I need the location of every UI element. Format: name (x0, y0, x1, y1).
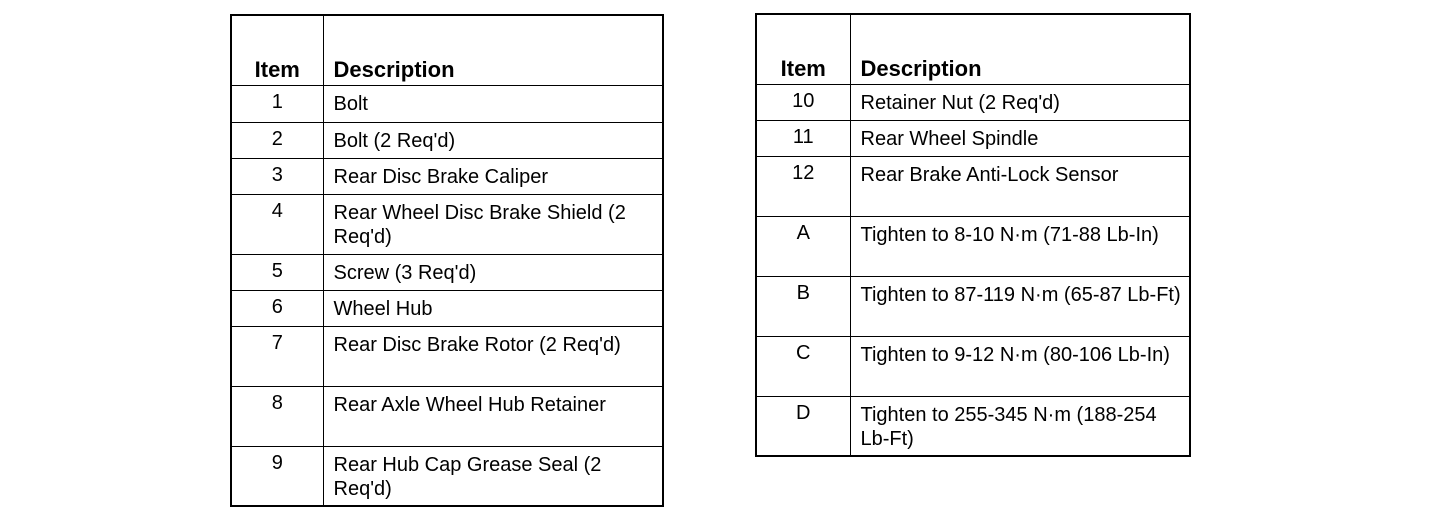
parts-table-right (755, 13, 1191, 457)
item-description: Rear Disc Brake Rotor (2 Req'd) (323, 326, 663, 386)
item-number: C (756, 336, 850, 396)
item-description: Bolt (323, 85, 663, 122)
item-description: Rear Wheel Disc Brake Shield (2 Req'd) (323, 194, 663, 254)
item-description: Rear Disc Brake Caliper (323, 158, 663, 194)
item-column-header: Item (231, 15, 323, 85)
item-number: 8 (231, 386, 323, 446)
item-description: Rear Hub Cap Grease Seal (2 Req'd) (323, 446, 663, 506)
item-description: Bolt (2 Req'd) (323, 122, 663, 158)
item-number: B (756, 276, 850, 336)
table-row (756, 276, 1190, 336)
item-number: 4 (231, 194, 323, 254)
item-description: Tighten to 255-345 N·m (188-254 Lb-Ft) (850, 396, 1190, 456)
item-number: 7 (231, 326, 323, 386)
table-row (756, 216, 1190, 276)
description-column-header: Description (323, 15, 663, 85)
item-description: Screw (3 Req'd) (323, 254, 663, 290)
table-row (231, 158, 663, 194)
item-number: 2 (231, 122, 323, 158)
item-description: Rear Axle Wheel Hub Retainer (323, 386, 663, 446)
item-description: Tighten to 8-10 N·m (71-88 Lb-In) (850, 216, 1190, 276)
table-row (231, 85, 663, 122)
item-number: 10 (756, 84, 850, 120)
item-column-header: Item (756, 14, 850, 84)
table-row (756, 120, 1190, 156)
item-description: Tighten to 9-12 N·m (80-106 Lb-In) (850, 336, 1190, 396)
header-row (231, 15, 663, 85)
item-description: Wheel Hub (323, 290, 663, 326)
item-number: 6 (231, 290, 323, 326)
table-row (756, 396, 1190, 456)
item-description: Rear Brake Anti-Lock Sensor (850, 156, 1190, 216)
table-row (756, 156, 1190, 216)
table-row (756, 84, 1190, 120)
item-number: 11 (756, 120, 850, 156)
table-row (231, 326, 663, 386)
table-row (231, 386, 663, 446)
table-row (231, 122, 663, 158)
header-row (756, 14, 1190, 84)
table-row (756, 336, 1190, 396)
table-row (231, 446, 663, 506)
description-column-header: Description (850, 14, 1190, 84)
item-number: 12 (756, 156, 850, 216)
table-row (231, 290, 663, 326)
table-row (231, 254, 663, 290)
parts-table-left (230, 14, 664, 507)
item-number: D (756, 396, 850, 456)
item-number: 5 (231, 254, 323, 290)
item-number: 9 (231, 446, 323, 506)
item-number: A (756, 216, 850, 276)
item-description: Tighten to 87-119 N·m (65-87 Lb-Ft) (850, 276, 1190, 336)
item-description: Rear Wheel Spindle (850, 120, 1190, 156)
table-row (231, 194, 663, 254)
item-number: 3 (231, 158, 323, 194)
item-description: Retainer Nut (2 Req'd) (850, 84, 1190, 120)
item-number: 1 (231, 85, 323, 122)
